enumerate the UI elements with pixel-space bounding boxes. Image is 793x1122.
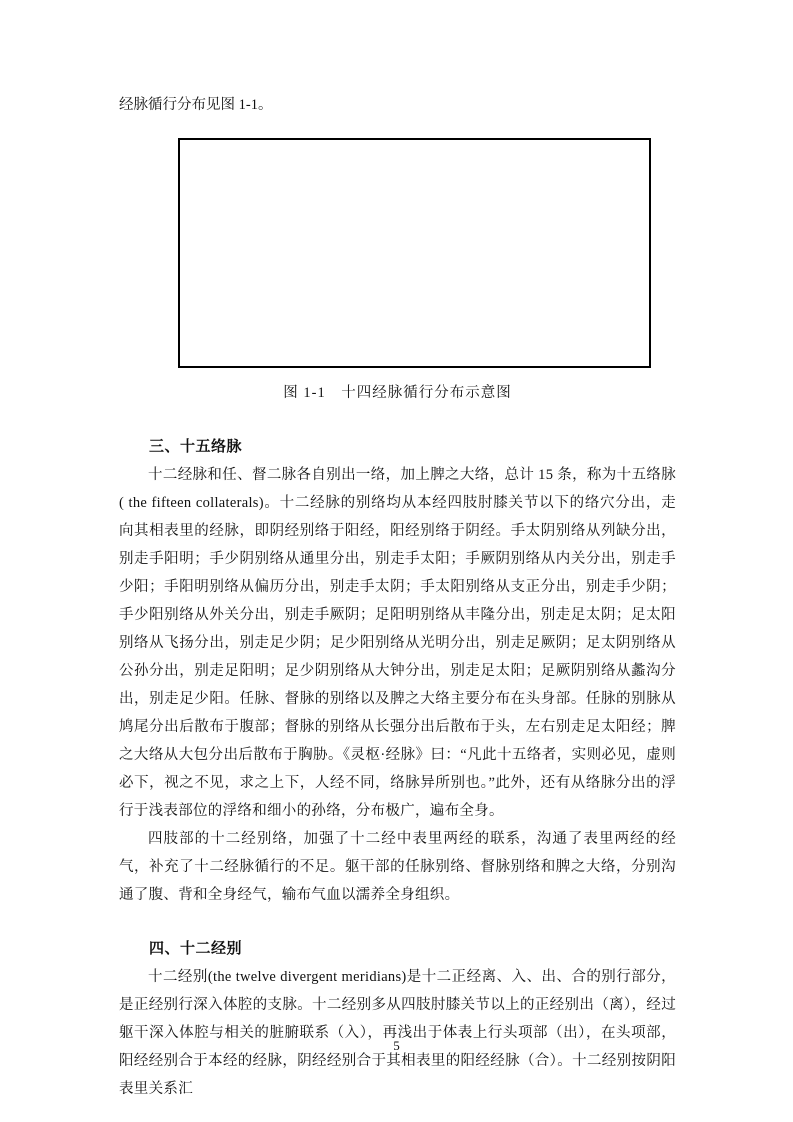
figure-caption: 图 1-1 十四经脉循行分布示意图: [283, 385, 512, 401]
intro-paragraph: 经脉循行分布见图 1-1。: [119, 97, 273, 113]
figure-placeholder: [178, 138, 651, 368]
body-paragraph-fifteen-collaterals-1: 十二经脉和任、督二脉各自别出一络，加上脾之大络，总计 15 条，称为十五络脉( the fifteen collaterals)。十二经脉的别络均从本经四肢肘膝关节以下的络穴分出，走向其相表里的经脉，即阴经别络于阳经，阳经别络于阴经。手太阴别络从列缺分出，别走手阳明；手少阴别络从通里分出，别走手太阳；手厥阴别络从内关分出，别走手少阳；手阳明别络从偏历分出，别走手太阴；手太阳别络从支正分出，别走手少阴；手少阳别络从外关分出，别走手厥阴；足阳明别络从丰隆分出，别走足太阴；足太阳别络从飞扬分出，别走足少阴；足少阳别络从光明分出，别走足厥阴；足太阴别络从公孙分出，别走足阳明；足少阴别络从大钟分出，别走足太阳；足厥阴别络从蠡沟分出，别走足少阳。任脉、督脉的别络以及脾之大络主要分布在头身部。任脉的别脉从鸠尾分出后散布于腹部；督脉的别络从长强分出后散布于头，左右别走足太阳经；脾之大络从大包分出后散布于胸胁。《灵枢·经脉》曰：“凡此十五络者，实则必见，虚则必下，视之不见，求之上下，人经不同，络脉异所别也。”此外，还有从络脉分出的浮行于浅表部位的浮络和细小的孙络，分布极广，遍布全身。: [119, 467, 676, 819]
section-heading-twelve-divergent-meridians: 四、十二经别: [149, 940, 243, 957]
body-paragraph-fifteen-collaterals-2: 四肢部的十二经别络，加强了十二经中表里两经的联系，沟通了表里两经的经气，补充了十二经脉循行的不足。躯干部的任脉别络、督脉别络和脾之大络，分别沟通了腹、背和全身经气，输布气血以濡养全身组织。: [119, 831, 676, 903]
section-heading-fifteen-collaterals: 三、十五络脉: [149, 438, 243, 455]
page-number: 5: [393, 1038, 400, 1053]
body-paragraph-twelve-divergent-meridians-1: 十二经别(the twelve divergent meridians)是十二正经离、入、出、合的别行部分，是正经别行深入体腔的支脉。十二经别多从四肢肘膝关节以上的正经别出（离），经过躯干深入体腔与相关的脏腑联系（入），再浅出于体表上行头项部（出），在头项部，阳经经别合于本经的经脉，阴经经别合于其相表里的阳经经脉（合）。十二经别按阴阳表里关系汇: [119, 969, 676, 1097]
document-page-content: [119, 91, 676, 1103]
